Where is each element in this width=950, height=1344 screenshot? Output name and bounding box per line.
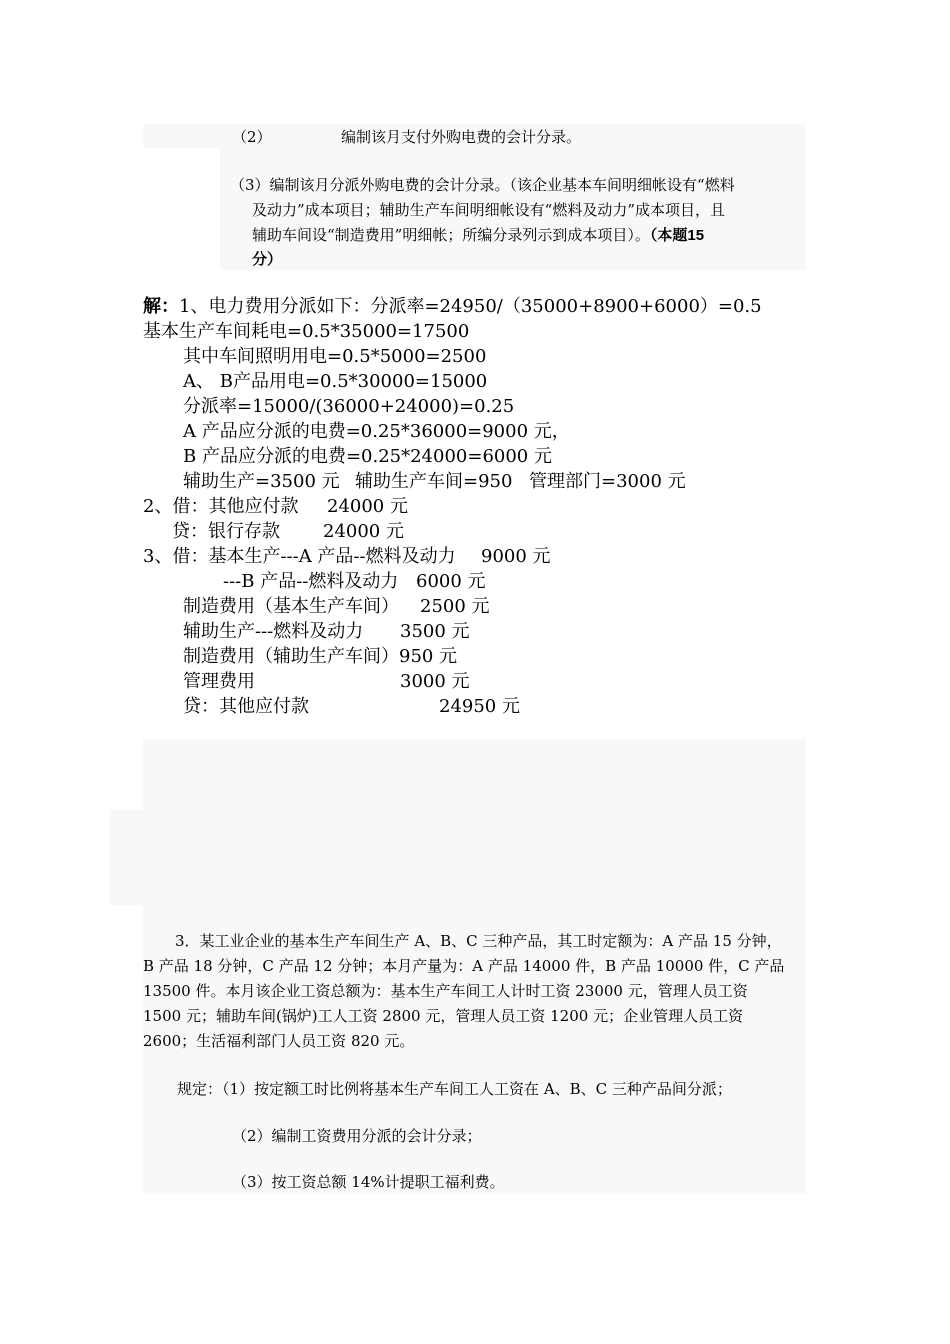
question3-requirement-1: 规定：（1）按定额工时比例将基本生产车间工人工资在 A、B、C 三种产品间分派； [177,1080,732,1098]
solution-line-5: 分派率=15000/(36000+24000)=0.25 [183,396,515,417]
entry2-debit-amount: 24000 元 [327,496,408,517]
entry3-row-1: 3、借：基本生产---A 产品--燃料及动力 [143,546,456,567]
item3-line-3-text: 辅助车间设“制造费用”明细帐；所编分录列示到成本项目）。 [252,226,650,244]
solution-line-8a: 辅助生产=3500 元 [183,471,340,492]
question3-line-2: B 产品 18 分钟，C 产品 12 分钟；本月产量为：A 产品 14000 件，B 产品 10000 件，C 产品 [143,957,785,975]
item3-line-1: （3）编制该月分派外购电费的会计分录。（该企业基本车间明细帐设有“燃料 [230,176,735,194]
solution-line-1-text: 1、电力费用分派如下：分派率=24950/（35000+8900+6000）=0.5 [179,296,762,317]
entry2-debit: 2、借：其他应付款 [143,496,299,517]
solution-line-6: A 产品应分派的电费=0.25*36000=9000 元， [183,421,570,442]
score-open: （本题 [649,226,688,244]
entry3-row-6: 管理费用 [183,671,255,692]
entry3-row-5: 制造费用（辅助生产车间）950 元 [183,646,458,667]
solution-line-4: A、 B产品用电=0.5*30000=15000 [183,371,488,392]
question3-requirement-3: （3）按工资总额 14%计提职工福利费。 [232,1173,505,1191]
solution-line-1 [143,298,762,316]
item3-line-3 [252,228,704,243]
score-number: 15 [687,227,705,244]
item2-number: （2） [232,128,272,146]
solution-line-3: 其中车间照明用电=0.5*5000=2500 [183,346,487,367]
entry2-credit-amount: 24000 元 [323,521,404,542]
question3-line-4: 1500 元；辅助车间(锅炉)工人工资 2800 元，管理人员工资 1200 元；企业管理人员工资 [143,1007,744,1025]
solution-line-7: B 产品应分派的电费=0.25*24000=6000 元 [183,446,552,467]
entry3-row-4: 辅助生产---燃料及动力 [183,621,364,642]
entry3-row-1-amount: 9000 元 [481,546,551,567]
item3-line-2: 及动力”成本项目；辅助生产车间明细帐设有“燃料及动力”成本项目，且 [252,201,726,219]
solution-label: 解： [143,296,179,317]
solution-line-2: 基本生产车间耗电=0.5*35000=17500 [143,321,470,342]
question3-line-3: 13500 件。本月该企业工资总额为：基本生产车间工人计时工资 23000 元，管理人员工资 [143,982,748,1000]
entry3-row-7-amount: 24950 元 [439,696,520,717]
question3-line-1: 3．某工业企业的基本生产车间生产 A、B、C 三种产品，其工时定额为：A 产品 15 分钟， [175,932,782,950]
question3-line-5: 2600；生活福利部门人员工资 820 元。 [143,1032,415,1050]
entry3-row-3: 制造费用（基本生产车间） [183,596,399,617]
question3-requirement-2: （2）编制工资费用分派的会计分录； [232,1127,482,1145]
entry3-row-6-amount: 3000 元 [400,671,470,692]
entry2-credit: 贷：银行存款 [172,521,280,542]
solution-line-8b: 辅助生产车间=950 [355,471,513,492]
entry3-row-7: 贷：其他应付款 [183,696,309,717]
item2-text: 编制该月支付外购电费的会计分录。 [341,128,582,146]
shade-left-notch [110,810,144,905]
entry3-row-2: ---B 产品--燃料及动力 [223,571,399,592]
solution-line-8c: 管理部门=3000 元 [529,471,686,492]
score-close: 分） [252,250,283,268]
entry3-row-2-amount: 6000 元 [416,571,486,592]
entry3-row-4-amount: 3500 元 [400,621,470,642]
entry3-row-3-amount: 2500 元 [420,596,490,617]
